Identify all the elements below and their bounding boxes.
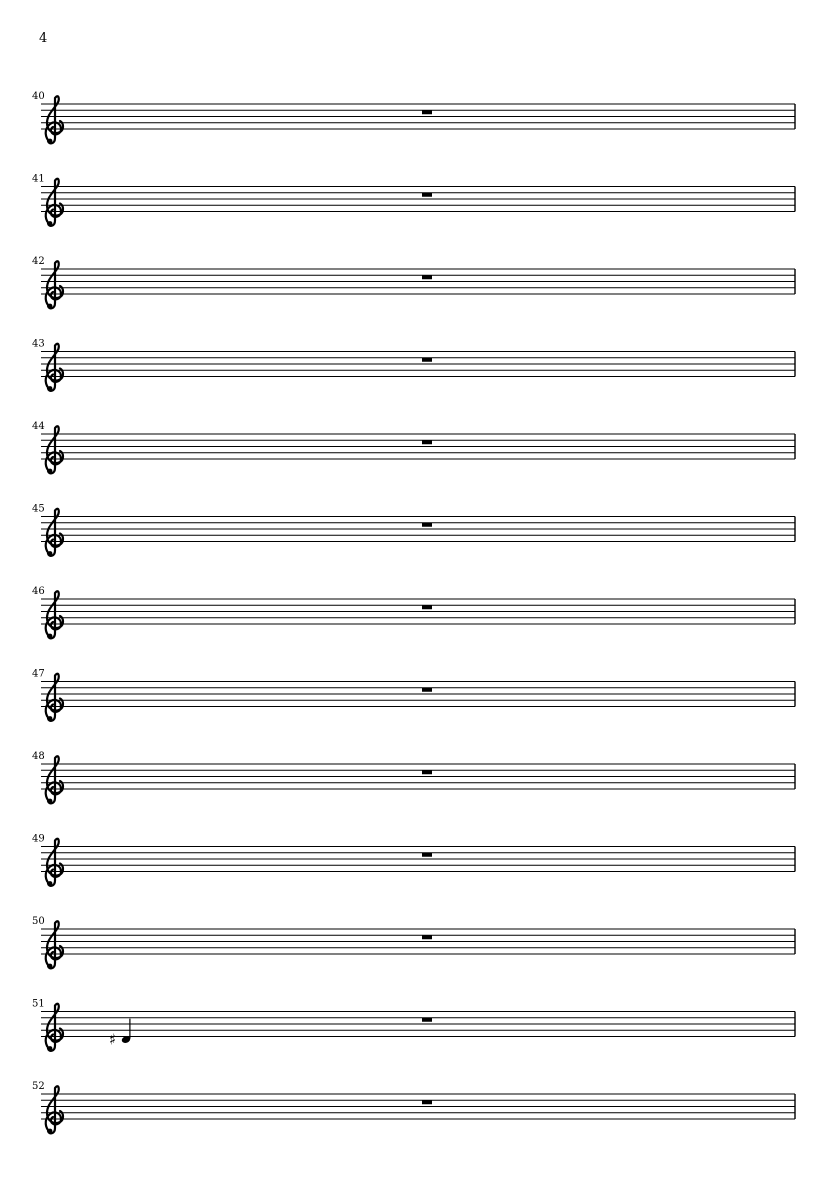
- measure-number: 51: [32, 998, 45, 1010]
- whole-rest: [422, 358, 432, 362]
- whole-rest: [422, 110, 432, 114]
- measure-number: 49: [32, 833, 45, 845]
- whole-rest: [422, 275, 432, 279]
- staff-system: [32, 916, 795, 968]
- whole-rest: [422, 688, 432, 692]
- treble-clef-icon: [46, 426, 63, 473]
- whole-rest: [422, 440, 432, 444]
- staff-system: [32, 1081, 795, 1133]
- staff-system: [32, 669, 795, 721]
- treble-clef-icon: [46, 839, 63, 886]
- whole-rest: [422, 1018, 432, 1022]
- staff-system: [32, 91, 795, 143]
- whole-rest: [422, 935, 432, 939]
- treble-clef-icon: [46, 1086, 63, 1133]
- measure-number: 46: [32, 586, 45, 597]
- treble-clef-icon: [46, 921, 63, 968]
- measure-number: 48: [32, 751, 45, 762]
- staff-system: [32, 339, 795, 391]
- measure-number: 52: [32, 1081, 45, 1092]
- treble-clef-icon: [46, 1004, 63, 1051]
- treble-clef-icon: [46, 756, 63, 803]
- whole-rest: [422, 605, 432, 609]
- measure-number: 50: [32, 916, 45, 927]
- staff-system: [32, 834, 795, 886]
- sharp-accidental: ♯: [109, 1030, 117, 1049]
- staff-system: [32, 174, 795, 226]
- treble-clef-icon: [46, 674, 63, 721]
- measure-number: 44: [32, 421, 45, 432]
- measure-number: 47: [32, 668, 45, 680]
- measure-number: 45: [32, 503, 45, 515]
- treble-clef-icon: [46, 261, 63, 308]
- treble-clef-icon: [46, 509, 63, 556]
- measure-number: 43: [32, 338, 45, 350]
- treble-clef-icon: [46, 344, 63, 391]
- treble-clef-icon: [46, 96, 63, 143]
- page-number: 4: [39, 31, 48, 46]
- whole-rest: [422, 1100, 432, 1104]
- whole-rest: [422, 853, 432, 857]
- treble-clef-icon: [46, 179, 63, 226]
- measure-number: 42: [32, 256, 45, 267]
- measure-number: 41: [32, 173, 45, 185]
- staff-system: [32, 421, 795, 473]
- staff-system: [32, 256, 795, 308]
- staff-system: [32, 586, 795, 638]
- measure-number: 40: [32, 91, 45, 102]
- staff-system: [32, 999, 795, 1051]
- whole-rest: [422, 770, 432, 774]
- whole-rest: [422, 193, 432, 197]
- staff-system: [32, 504, 795, 556]
- whole-rest: [422, 523, 432, 527]
- staff-system: [32, 751, 795, 803]
- treble-clef-icon: [46, 591, 63, 638]
